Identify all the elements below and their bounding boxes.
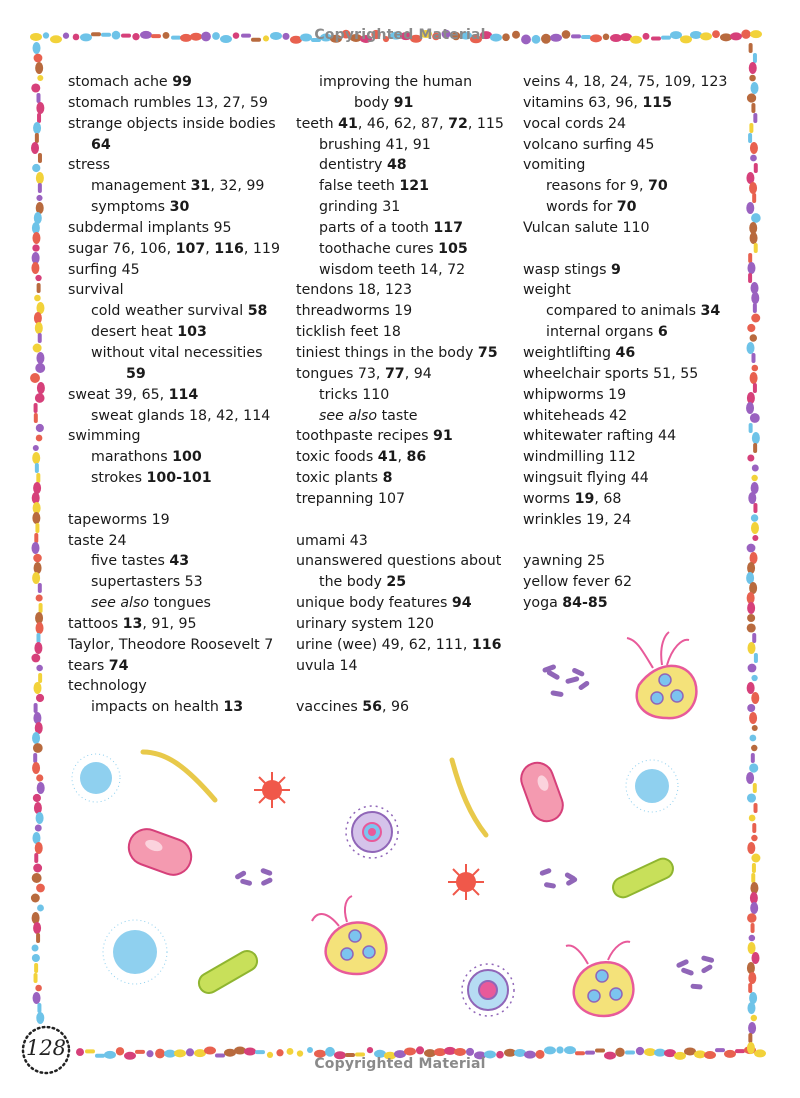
index-text: yawning 25: [523, 553, 606, 570]
page-ref-bold: 13: [122, 615, 143, 632]
index-text: vomiting: [523, 157, 586, 174]
green-rod-bacterium: [610, 855, 676, 900]
index-text: impacts on health: [91, 699, 224, 716]
index-text: tattoos: [68, 615, 123, 632]
index-text: wisdom teeth 14, 72: [319, 261, 466, 278]
index-text: volcano surfing 45: [523, 136, 655, 153]
yellow-worm-microbe: [143, 752, 215, 800]
index-text: whipworms 19: [523, 386, 627, 403]
page-ref-bold: 114: [168, 386, 199, 403]
page-ref-bold: 6: [657, 324, 668, 341]
index-text: tricks 110: [319, 386, 390, 403]
page-ref-bold: 56: [362, 699, 383, 716]
index-text: wasp stings: [523, 261, 611, 278]
index-text: ,: [397, 449, 407, 466]
index-text: whitewater rafting 44: [523, 428, 677, 445]
index-text: ,: [205, 240, 215, 257]
index-text: wheelchair sports 51, 55: [523, 365, 699, 382]
index-text: the body: [319, 574, 387, 591]
page-ref-bold: 8: [382, 470, 393, 487]
index-text: five tastes: [91, 553, 170, 570]
index-text: sweat glands 18, 42, 114: [91, 407, 271, 424]
index-text: tongues: [149, 595, 211, 612]
blue-ciliated-cell-2: [626, 760, 678, 812]
red-spiky-virus: [254, 772, 290, 808]
page-ref-bold: 34: [700, 303, 721, 320]
index-text: , 94: [404, 365, 432, 382]
page-ref-bold: 70: [647, 178, 668, 195]
index-text: worms: [523, 490, 575, 507]
page-ref-bold: 84-85: [562, 595, 608, 612]
index-text: umami 43: [296, 532, 368, 549]
yellow-amoeba-microbe: [627, 632, 696, 718]
index-text: internal organs: [546, 324, 658, 341]
index-text: sweat 39, 65,: [68, 386, 169, 403]
page-ref-bold: 59: [126, 365, 146, 382]
cross-reference: see also: [319, 407, 378, 424]
index-text: toxic foods: [296, 449, 378, 466]
page-ref-bold: 30: [169, 199, 190, 216]
watermark-top: Copyrighted Material: [314, 27, 486, 43]
index-text: strange objects inside bodies: [68, 115, 276, 132]
index-text: desert heat: [91, 324, 178, 341]
index-text: tapeworms 19: [68, 511, 170, 528]
index-text: marathons: [91, 449, 173, 466]
index-text: management: [91, 178, 191, 195]
page-ref-bold: 100-101: [146, 470, 212, 487]
index-text: toxic plants: [296, 470, 383, 487]
index-text: reasons for 9,: [546, 178, 648, 195]
page-ref-bold: 121: [399, 178, 429, 195]
index-text: whiteheads 42: [523, 407, 628, 424]
index-text: stomach rumbles 13, 27, 59: [68, 94, 268, 111]
index-text: tiniest things in the body: [296, 344, 478, 361]
index-text: unanswered questions about: [296, 553, 502, 570]
purple-rod-bacteria-cluster: [542, 664, 590, 697]
yellow-worm-microbe-2: [452, 760, 486, 835]
index-text: cold weather survival: [91, 303, 248, 320]
index-text: teeth: [296, 115, 339, 132]
index-text: words for: [546, 199, 617, 216]
purple-virus: [346, 806, 398, 858]
index-text: strokes: [91, 470, 147, 487]
watermark-bottom: Copyrighted Material: [314, 1056, 486, 1072]
purple-virus-2: [462, 964, 514, 1016]
index-text: weightlifting: [523, 344, 616, 361]
page-ref-bold: 116: [214, 240, 244, 257]
page-ref-bold: 117: [433, 219, 463, 236]
index-text: , 91, 95: [142, 615, 197, 632]
page-number: 128: [25, 1036, 67, 1060]
index-text: false teeth: [319, 178, 400, 195]
page-ref-bold: 77: [384, 365, 405, 382]
page-ref-bold: 72: [448, 115, 468, 132]
index-text: uvula 14: [296, 657, 358, 674]
index-text: toothpaste recipes: [296, 428, 433, 445]
page-ref-bold: 91: [433, 428, 453, 445]
index-text: Taylor, Theodore Roosevelt 7: [68, 636, 274, 653]
pink-capsule-bacterium-2: [124, 824, 196, 880]
pink-capsule-bacterium: [517, 758, 568, 825]
yellow-amoeba-microbe-3: [566, 942, 633, 1016]
page-ref-bold: 74: [108, 657, 129, 674]
index-text: , 46, 62, 87,: [357, 115, 449, 132]
cross-reference: see also: [91, 595, 150, 612]
page-ref-bold: 100: [172, 449, 202, 466]
blue-ciliated-cell-3: [103, 920, 167, 984]
index-text: technology: [68, 678, 147, 695]
page-ref-bold: 103: [177, 324, 207, 341]
index-text: yoga: [523, 595, 563, 612]
index-text: wingsuit flying 44: [523, 470, 649, 487]
purple-rod-bacteria-cluster-2: [234, 868, 273, 887]
page-ref-bold: 105: [438, 240, 468, 257]
index-text: , 119: [243, 240, 280, 257]
index-text: without vital necessities: [91, 344, 263, 361]
index-text: improving the human: [319, 74, 473, 90]
index-text: veins 4, 18, 24, 75, 109, 123: [523, 74, 728, 90]
page-ref-bold: 41: [377, 449, 398, 466]
index-text: threadworms 19: [296, 303, 413, 320]
index-text: symptoms: [91, 199, 170, 216]
index-text: yellow fever 62: [523, 574, 633, 591]
index-text: ticklish feet 18: [296, 324, 401, 341]
index-text: dentistry: [319, 157, 387, 174]
index-text: grinding 31: [319, 199, 401, 216]
index-text: tears: [68, 657, 109, 674]
green-rod-bacterium-2: [195, 947, 260, 996]
page-ref-bold: 9: [611, 261, 621, 278]
red-spiky-virus-2: [448, 864, 484, 900]
page-ref-bold: 46: [615, 344, 636, 361]
index-text: windmilling 112: [523, 449, 636, 466]
index-text: toothache cures: [319, 240, 439, 257]
index-text: weight: [523, 282, 571, 299]
index-text: vocal cords 24: [523, 115, 627, 132]
page-ref-bold: 31: [190, 178, 211, 195]
page-ref-bold: 94: [451, 595, 472, 612]
index-text: body: [354, 94, 394, 111]
page-ref-bold: 107: [175, 240, 206, 257]
page-ref-bold: 19: [574, 490, 595, 507]
page-ref-bold: 48: [386, 157, 407, 174]
page-ref-bold: 70: [616, 199, 637, 216]
index-text: , 96: [382, 699, 410, 716]
index-text: Vulcan salute 110: [523, 219, 650, 236]
index-text: unique body features: [296, 595, 452, 612]
page-ref-bold: 116: [471, 636, 502, 653]
page-ref-bold: 115: [642, 94, 673, 111]
page-ref-bold: 43: [169, 553, 190, 570]
index-text: , 32, 99: [210, 178, 265, 195]
page-ref-bold: 75: [477, 344, 498, 361]
index-text: tongues 73,: [296, 365, 385, 382]
index-text: brushing 41, 91: [319, 136, 431, 153]
index-text: vitamins 63, 96,: [523, 94, 643, 111]
index-text: , 68: [594, 490, 622, 507]
page-ref-bold: 99: [172, 74, 192, 90]
index-text: compared to animals: [546, 303, 701, 320]
index-text: , 115: [467, 115, 504, 132]
page-ref-bold: 25: [386, 574, 407, 591]
index-text: tendons 18, 123: [296, 282, 413, 299]
page-ref-bold: 91: [393, 94, 414, 111]
index-text: trepanning 107: [296, 490, 406, 507]
page-ref-bold: 58: [247, 303, 268, 320]
index-text: taste: [377, 407, 418, 424]
index-text: swimming: [68, 428, 141, 445]
purple-rod-bacteria-cluster-4: [676, 955, 715, 990]
page-ref-bold: 13: [223, 699, 244, 716]
page-ref-bold: 86: [406, 449, 427, 466]
index-text: stress: [68, 157, 110, 174]
purple-rod-bacteria-cluster-3: [539, 868, 578, 889]
index-text: urine (wee) 49, 62, 111,: [296, 636, 472, 653]
index-text: subdermal implants 95: [68, 219, 232, 236]
index-text: taste 24: [68, 532, 127, 549]
page-ref-bold: 41: [338, 115, 358, 132]
index-text: parts of a tooth: [319, 219, 434, 236]
index-text: urinary system 120: [296, 615, 435, 632]
index-text: survival: [68, 282, 124, 299]
index-text: wrinkles 19, 24: [523, 511, 632, 528]
index-text: supertasters 53: [91, 574, 203, 591]
index-text: surfing 45: [68, 261, 140, 278]
index-text: sugar 76, 106,: [68, 240, 176, 257]
yellow-amoeba-microbe-2: [312, 896, 386, 974]
page-ref-bold: 64: [91, 136, 111, 153]
index-text: stomach ache: [68, 74, 173, 90]
index-text: vaccines: [296, 699, 363, 716]
blue-ciliated-cell: [72, 754, 120, 802]
